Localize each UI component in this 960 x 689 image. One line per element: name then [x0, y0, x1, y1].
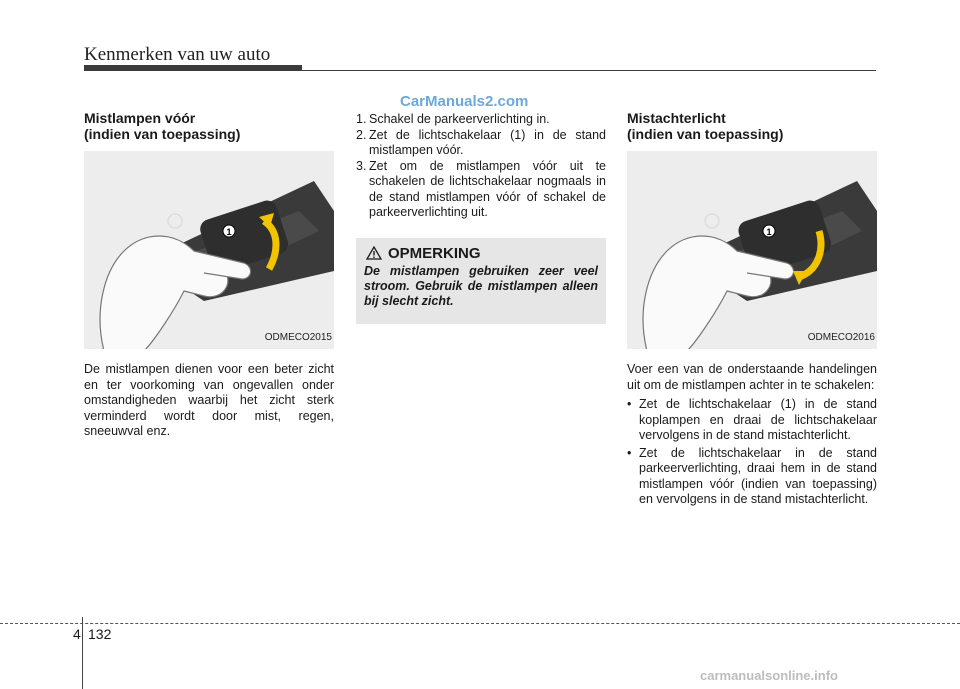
steps-list	[356, 112, 606, 221]
step-number: 1.	[356, 112, 367, 126]
site-watermark: carmanualsonline.info	[700, 668, 838, 683]
rear-fog-bullets	[627, 397, 877, 508]
step-text: Schakel de parkeerverlichting in.	[369, 112, 550, 126]
step-item	[356, 112, 606, 128]
bullet-item: • Zet de lichtschakelaar in de stand parkeerverlichting, draai hem in de stand mistlampen vóór (indien van toepassing) en vervolgens in de stand mistachterlicht.	[627, 446, 877, 508]
rear-fog-heading-line1: Mistachterlicht	[627, 110, 726, 126]
warning-triangle-icon	[366, 246, 382, 260]
note-header	[364, 246, 598, 262]
header-rule	[302, 70, 876, 71]
rear-fog-section	[627, 110, 877, 510]
rear-callout-label: 1	[766, 227, 772, 237]
front-callout-label: 1	[226, 227, 232, 237]
front-fog-heading-line1: Mistlampen vóór	[84, 110, 196, 126]
front-fog-heading	[84, 110, 334, 142]
rear-fog-figure-code: ODMECO2016	[807, 331, 875, 343]
step-item	[356, 159, 606, 221]
front-fog-heading-line2: (indien van toepassing)	[84, 126, 241, 142]
step-number: 3.	[356, 158, 367, 173]
footer-divider	[82, 617, 83, 689]
rear-fog-figure	[627, 151, 877, 349]
rear-fog-heading	[627, 110, 877, 142]
stalk-illustration-rear	[627, 151, 877, 349]
step-item	[356, 128, 606, 159]
stalk-illustration-front	[84, 151, 334, 349]
note-title: OPMERKING	[388, 244, 481, 262]
steps-section	[356, 112, 606, 324]
note-text: De mistlampen gebruiken zeer veel stroom. Gebruik de mistlampen alleen bij slecht zicht.	[364, 264, 598, 308]
step-text: Zet om de mistlampen vóór uit te schakelen de lichtschakelaar nogmaals in de stand mistlampen vóór of schakel de parkeerverlichting uit.	[369, 158, 606, 219]
page-header-title: Kenmerken van uw auto	[84, 44, 271, 65]
header-bar	[84, 65, 302, 71]
rear-fog-heading-line2: (indien van toepassing)	[627, 126, 784, 142]
front-fog-description: De mistlampen dienen voor een beter zicht en ter voorkoming van ongevallen onder omstandigheden waarbij het zicht sterk verminderd wordt door mist, regen, sneeuwval enz.	[84, 362, 334, 438]
chapter-number: 4	[73, 626, 81, 642]
watermark: CarManuals2.com	[400, 93, 529, 110]
page-number: 132	[88, 626, 112, 642]
note-box	[356, 238, 606, 324]
step-text: Zet de lichtschakelaar (1) in de stand mistlampen vóór.	[369, 127, 606, 157]
footer-rule	[0, 623, 960, 624]
front-fog-figure	[84, 151, 334, 349]
front-fog-figure-code: ODMECO2015	[264, 331, 332, 343]
step-number: 2.	[356, 127, 367, 142]
bullet-item: • Zet de lichtschakelaar (1) in de stand koplampen en draai de lichtschakelaar vervolgens in de stand mistachterlicht.	[627, 397, 877, 444]
rear-fog-intro: Voer een van de onderstaande handelingen uit om de mistlampen achter in te schakelen:	[627, 362, 877, 392]
front-fog-section	[84, 110, 334, 440]
